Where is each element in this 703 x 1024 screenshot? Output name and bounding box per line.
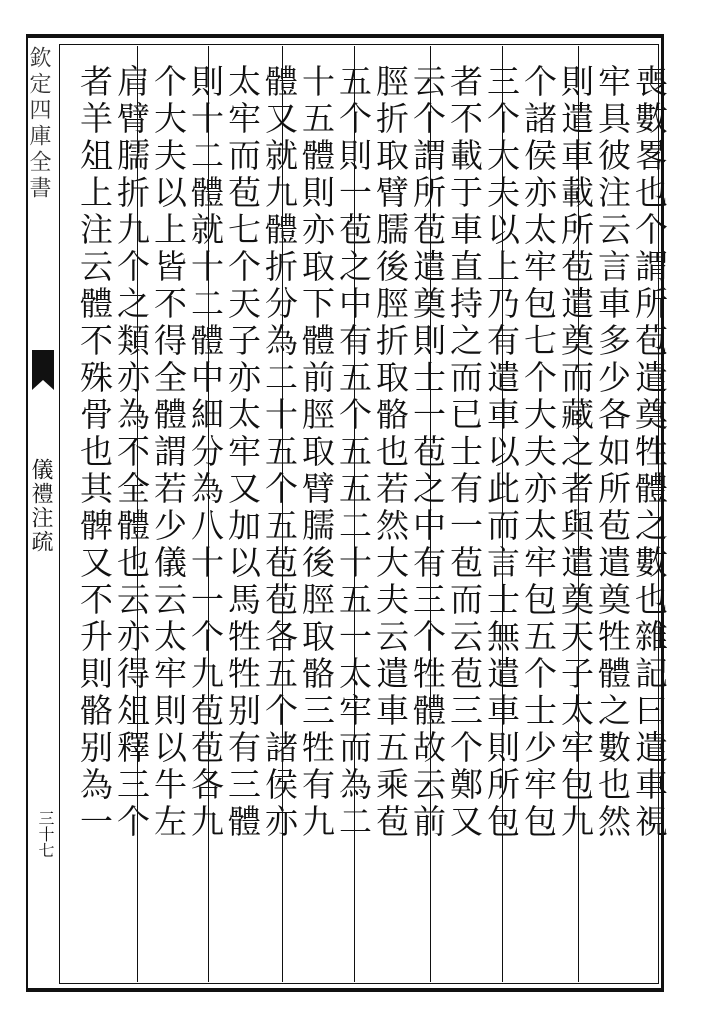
page-number: 三十七 bbox=[36, 810, 55, 858]
fish-tail-mark bbox=[32, 350, 54, 380]
column-text: 太牢而苞七个天子亦太牢又加以馬牲牲别有三體 bbox=[223, 64, 262, 841]
column-text: 肩臂臑折九个之類亦為不全體也云亦得俎釋三个 bbox=[112, 64, 151, 841]
column-rule bbox=[208, 46, 209, 982]
column-text: 五个則一苞之中有五个五五二十五一太牢而為二 bbox=[334, 64, 373, 841]
column-rule bbox=[430, 46, 431, 982]
text-column bbox=[65, 46, 124, 982]
column-text: 喪數畧也个謂所苞遣奠牲體之數也雜記曰遣車視 bbox=[630, 64, 669, 841]
column-text: 者羊俎上注云體不殊骨也其髀又不升則骼别為一 bbox=[75, 64, 114, 841]
column-rule bbox=[578, 46, 579, 982]
column-rule bbox=[502, 46, 503, 982]
margin-header: 欽定四庫全書 bbox=[26, 46, 51, 202]
column-text: 十五體則亦取下體前脛取臂臑後脛取骼三牲有九 bbox=[297, 64, 336, 841]
column-text: 則遣車載所苞遣奠而藏之者與遣奠天子太牢包九 bbox=[556, 64, 595, 841]
column-rule bbox=[354, 46, 355, 982]
column-text: 云个謂所苞遣奠則士一苞之中有三个牲體故云前 bbox=[408, 64, 447, 841]
column-text: 个諸侯亦太牢包七个大夫亦太牢包五个士少牢包 bbox=[519, 64, 558, 841]
column-text: 則十二體就十二體中細分為八十一个九苞苞各九 bbox=[186, 64, 225, 841]
column-text: 三个大夫以上乃有遣車以此而言士無遣車則所包 bbox=[482, 64, 521, 841]
column-rule bbox=[282, 46, 283, 982]
column-text: 者不載于車直持之而已士有一苞而云苞三个鄭又 bbox=[445, 64, 484, 841]
text-columns bbox=[60, 46, 669, 982]
column-text: 个大夫以上皆不得全體謂若少儀云太牢則以牛左 bbox=[149, 64, 188, 841]
column-rule bbox=[137, 46, 138, 982]
column-text: 體又就九體折分為二十五个五苞苞各五个諸侯亦 bbox=[260, 64, 299, 841]
book-title: 儀禮注疏 bbox=[28, 458, 53, 554]
page-margin-strip bbox=[26, 38, 59, 988]
column-text: 牢具彼注云言車多少各如所苞遣奠牲體之數也然 bbox=[593, 64, 632, 841]
column-text: 脛折取臂臑後脛折取骼也若然大夫云遣車五乘苞 bbox=[371, 64, 410, 841]
